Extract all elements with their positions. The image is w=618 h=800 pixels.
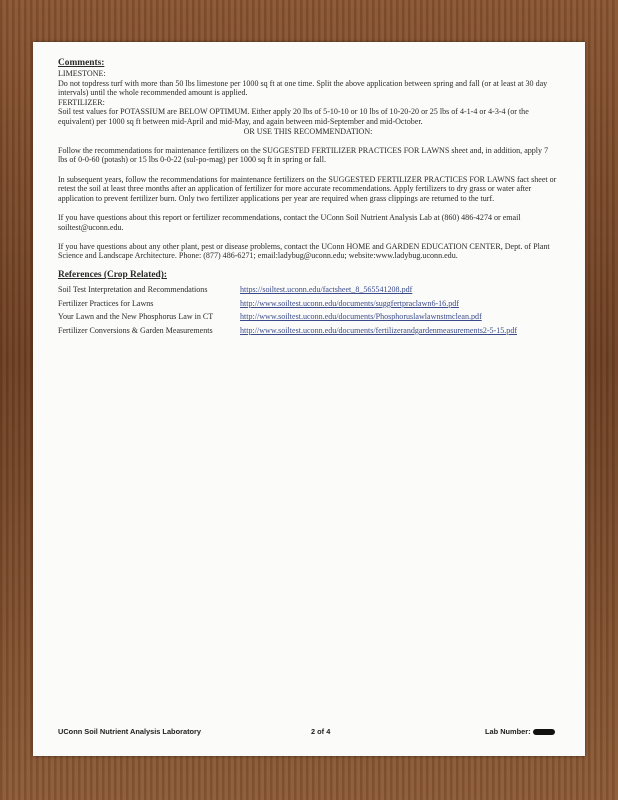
footer-page-number: 2 of 4 <box>311 727 331 736</box>
reference-row <box>58 297 558 311</box>
lab-contact-paragraph: If you have questions about this report or fertilizer recommendations, contact the UConn Soil Nutrient Analysis Lab at (860) 486-4274 or email soiltest@uconn.edu. <box>58 212 521 232</box>
footer-lab-number <box>485 727 555 736</box>
limestone-title: LIMESTONE: <box>58 69 106 78</box>
reference-label: Your Lawn and the New Phosphorus Law in CT <box>58 312 214 322</box>
maintenance-paragraph: Follow the recommendations for maintenance fertilizers on the SUGGESTED FERTILIZER PRACTICES FOR LAWNS sheet and, in addition, apply 7 lbs of 0-0-60 (potash) or 15 lbs 0-0-22 (sul-po-mag) per 1000 sq ft in spring or fall. <box>58 145 549 165</box>
reference-link[interactable]: https://soiltest.uconn.edu/factsheet_8_565541208.pdf <box>240 285 413 295</box>
reference-link[interactable]: http://www.soiltest.uconn.edu/documents/Phosphoruslawlawnstmclean.pdf <box>240 312 482 322</box>
reference-link[interactable]: http://www.soiltest.uconn.edu/documents/fertilizerandgardenmeasurements2-5-15.pdf <box>240 325 518 335</box>
limestone-text: Do not topdress turf with more than 50 lbs limestone per 1000 sq ft at one time. Split the above application between spring and fall (or at least at 30 day intervals) until the whole recommended amount is applied. <box>58 78 548 98</box>
or-use-recommendation: OR USE THIS RECOMMENDATION: <box>243 126 373 136</box>
garden-center-paragraph: If you have questions about any other plant, pest or disease problems, contact the UConn HOME and GARDEN EDUCATION CENTER, Dept. of Plant Science and Landscape Architecture. Phone: (877) 486-6271; email:ladybug@uconn.edu; website:www.ladybug.uconn.edu. <box>58 241 550 261</box>
comments-heading: Comments: <box>58 58 105 68</box>
fertilizer-title: FERTILIZER: <box>58 97 105 107</box>
lab-number-label: Lab Number: <box>485 727 531 736</box>
reference-link[interactable]: http://www.soiltest.uconn.edu/documents/suggfertpraclawn6-16.pdf <box>240 298 459 308</box>
reference-label: Fertilizer Practices for Lawns <box>58 298 154 308</box>
document-page <box>33 42 585 756</box>
document-body <box>58 58 558 337</box>
redacted-lab-number <box>533 729 555 735</box>
reference-row <box>58 324 558 338</box>
reference-label: Soil Test Interpretation and Recommendations <box>58 285 208 295</box>
fertilizer-text: Soil test values for POTASSIUM are BELOW OPTIMUM. Either apply 20 lbs of 5-10-10 or 10 lbs of 10-20-20 or 25 lbs of 4-1-4 or 4-3-4 (or the equivalent) per 1000 sq ft between mid-April and mid-May, and again between mid-September and mid-October. <box>58 107 529 126</box>
reference-row <box>58 283 558 297</box>
reference-label: Fertilizer Conversions & Garden Measurements <box>58 325 213 335</box>
subsequent-years-paragraph: In subsequent years, follow the recommendations for maintenance fertilizers on the SUGGESTED FERTILIZER PRACTICES FOR LAWNS fact sheet or retest the soil at least three months after an application of fertilizer for more accurate recommendations. Apply fertilizers to dry grass or water after application to prevent fertilizer burn. Only two fertilizer applications per year are required when grass clippings are returned to the turf. <box>58 174 557 203</box>
reference-row <box>58 310 558 324</box>
references-list <box>58 283 558 337</box>
page-footer <box>58 727 561 741</box>
footer-lab-name: UConn Soil Nutrient Analysis Laboratory <box>58 727 202 736</box>
references-heading: References (Crop Related): <box>58 270 167 281</box>
